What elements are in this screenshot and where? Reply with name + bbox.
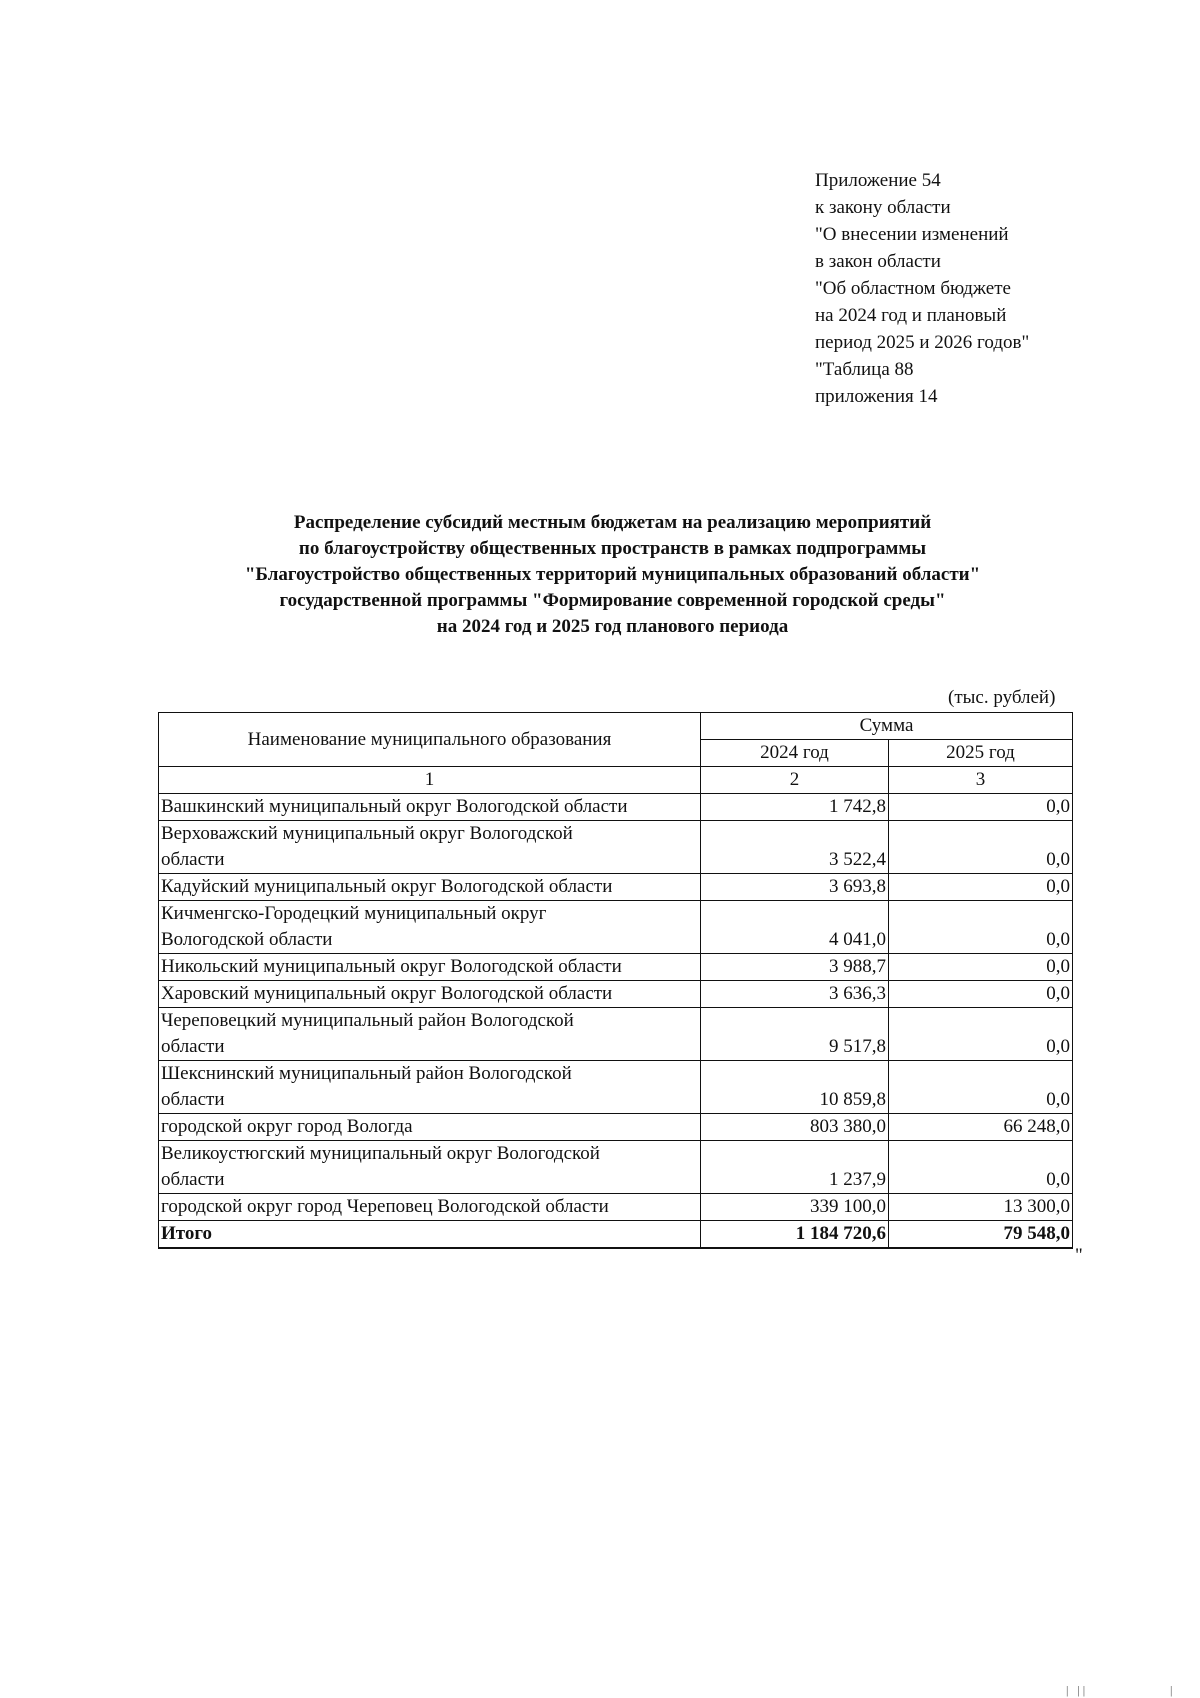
row-name-line: Шекснинский муниципальный район Вологодской bbox=[161, 1063, 572, 1084]
row-name-line: Великоустюгский муниципальный округ Вологодской bbox=[161, 1143, 600, 1164]
row-name-line: Кичменгско-Городецкий муниципальный округ bbox=[161, 903, 547, 924]
header-year-2024: 2024 год bbox=[701, 740, 889, 767]
title-line: "Благоустройство общественных территорий муниципальных образований области" bbox=[244, 564, 981, 585]
table-row bbox=[159, 1008, 1073, 1061]
table-row bbox=[159, 981, 1073, 1008]
total-2024: 1 184 720,6 bbox=[701, 1221, 889, 1249]
row-name-line: городской округ город Череповец Вологодской области bbox=[161, 1196, 609, 1217]
units-label: (тыс. рублей) bbox=[948, 687, 1056, 708]
row-name-line: области bbox=[161, 1169, 225, 1190]
row-name-line: Верховажский муниципальный округ Вологодской bbox=[161, 823, 573, 844]
table-row bbox=[159, 954, 1073, 981]
row-name-line: Кадуйский муниципальный округ Вологодской области bbox=[161, 876, 613, 897]
annex-line: приложения 14 bbox=[815, 386, 938, 407]
row-name bbox=[159, 901, 701, 954]
row-value-2025: 0,0 bbox=[889, 821, 1073, 874]
annex-line: к закону области bbox=[815, 197, 951, 218]
row-value-2025: 13 300,0 bbox=[889, 1194, 1073, 1221]
table-row bbox=[159, 821, 1073, 874]
row-name-line: области bbox=[161, 1089, 225, 1110]
row-value-2025: 0,0 bbox=[889, 1008, 1073, 1061]
header-col-number: 3 bbox=[889, 767, 1073, 794]
header-col-number: 1 bbox=[159, 767, 701, 794]
annex-line: "Таблица 88 bbox=[815, 359, 914, 380]
row-value-2024: 339 100,0 bbox=[701, 1194, 889, 1221]
annex-block bbox=[815, 167, 1029, 410]
row-name bbox=[159, 1114, 701, 1141]
annex-line: на 2024 год и плановый bbox=[815, 305, 1007, 326]
row-value-2025: 66 248,0 bbox=[889, 1114, 1073, 1141]
total-2025: 79 548,0 bbox=[889, 1221, 1073, 1249]
title-line: на 2024 год и 2025 год планового периода bbox=[436, 616, 789, 637]
row-name-line: городской округ город Вологда bbox=[161, 1116, 413, 1137]
row-name bbox=[159, 794, 701, 821]
row-name-line: Харовский муниципальный округ Вологодской области bbox=[161, 983, 613, 1004]
scan-mark: | bbox=[1170, 1683, 1173, 1697]
row-value-2024: 9 517,8 bbox=[701, 1008, 889, 1061]
row-value-2024: 3 693,8 bbox=[701, 874, 889, 901]
table-row bbox=[159, 1141, 1073, 1194]
row-value-2025: 0,0 bbox=[889, 954, 1073, 981]
row-name-line: области bbox=[161, 849, 225, 870]
row-name-line: Никольский муниципальный округ Вологодской области bbox=[161, 956, 622, 977]
annex-line: "О внесении изменений bbox=[815, 224, 1009, 245]
row-value-2024: 1 742,8 bbox=[701, 794, 889, 821]
closing-quote: " bbox=[1075, 1245, 1083, 1266]
row-name-line: Вашкинский муниципальный округ Вологодской области bbox=[161, 796, 628, 817]
table-row bbox=[159, 1114, 1073, 1141]
row-value-2024: 1 237,9 bbox=[701, 1141, 889, 1194]
row-name bbox=[159, 954, 701, 981]
row-value-2024: 3 988,7 bbox=[701, 954, 889, 981]
row-name-line: Вологодской области bbox=[161, 929, 333, 950]
row-value-2024: 10 859,8 bbox=[701, 1061, 889, 1114]
row-value-2024: 803 380,0 bbox=[701, 1114, 889, 1141]
annex-line: период 2025 и 2026 годов" bbox=[815, 332, 1030, 353]
row-value-2025: 0,0 bbox=[889, 1061, 1073, 1114]
subsidy-table bbox=[158, 712, 1073, 1249]
title-line: государственной программы "Формирование современной городской среды" bbox=[279, 590, 946, 611]
scan-marks: | || bbox=[1066, 1683, 1089, 1697]
annex-line: "Об областном бюджете bbox=[815, 278, 1011, 299]
table-row bbox=[159, 794, 1073, 821]
row-name bbox=[159, 1194, 701, 1221]
title-line: по благоустройству общественных пространств в рамках подпрограммы bbox=[298, 538, 927, 559]
row-value-2025: 0,0 bbox=[889, 1141, 1073, 1194]
row-value-2024: 3 522,4 bbox=[701, 821, 889, 874]
table-row bbox=[159, 874, 1073, 901]
table-row bbox=[159, 901, 1073, 954]
total-row bbox=[159, 1221, 1073, 1249]
row-value-2025: 0,0 bbox=[889, 901, 1073, 954]
title-line: Распределение субсидий местным бюджетам на реализацию мероприятий bbox=[293, 512, 932, 533]
row-value-2024: 4 041,0 bbox=[701, 901, 889, 954]
annex-line: в закон области bbox=[815, 251, 941, 272]
row-value-2025: 0,0 bbox=[889, 874, 1073, 901]
row-name bbox=[159, 821, 701, 874]
row-name-line: области bbox=[161, 1036, 225, 1057]
header-sum: Сумма bbox=[701, 713, 1073, 740]
row-name bbox=[159, 1141, 701, 1194]
header-year-2025: 2025 год bbox=[889, 740, 1073, 767]
table-row bbox=[159, 1194, 1073, 1221]
row-name bbox=[159, 981, 701, 1008]
row-value-2025: 0,0 bbox=[889, 981, 1073, 1008]
annex-line: Приложение 54 bbox=[815, 170, 941, 191]
row-name bbox=[159, 874, 701, 901]
document-title bbox=[150, 510, 1075, 640]
table-row bbox=[159, 1061, 1073, 1114]
header-name: Наименование муниципального образования bbox=[159, 713, 701, 767]
row-name bbox=[159, 1008, 701, 1061]
total-label: Итого bbox=[159, 1221, 701, 1249]
row-value-2025: 0,0 bbox=[889, 794, 1073, 821]
row-name bbox=[159, 1061, 701, 1114]
header-col-number: 2 bbox=[701, 767, 889, 794]
row-name-line: Череповецкий муниципальный район Вологодской bbox=[161, 1010, 574, 1031]
row-value-2024: 3 636,3 bbox=[701, 981, 889, 1008]
